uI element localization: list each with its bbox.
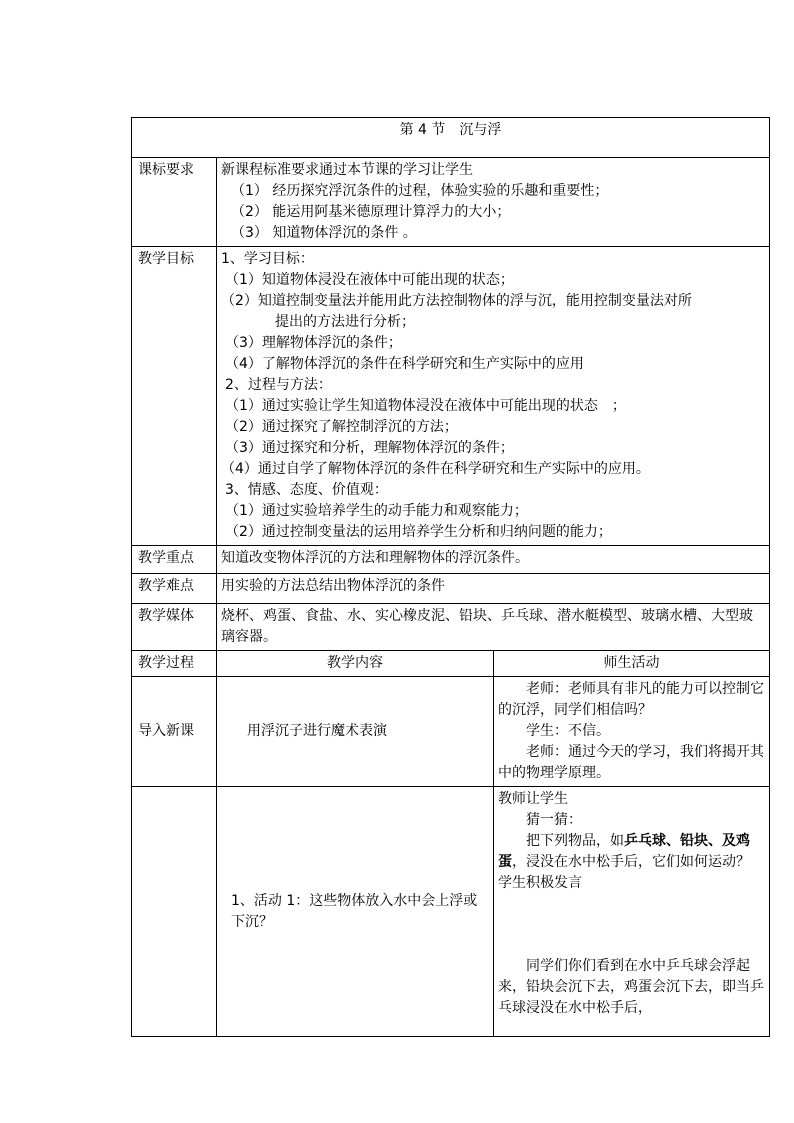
process-label: 教学过程 (132, 651, 217, 677)
objective-line: （2）通过探究了解控制浮沉的方法； (225, 419, 458, 435)
activity-row (132, 787, 770, 1037)
difficulties-row (132, 574, 770, 604)
activity-label-empty (132, 787, 217, 1037)
intro-activity-line: 老师：通过今天的学习，我们将揭开其中的物理学原理。 (498, 744, 764, 781)
objective-line: （4）通过自学了解物体浮沉的条件在科学研究和生产实际中的应用。 (221, 461, 650, 477)
difficulties-label: 教学难点 (132, 574, 217, 604)
intro-activity-line: 老师：老师具有非凡的能力可以控制它的沉浮，同学们相信吗？ (498, 681, 764, 718)
content-column-header: 教学内容 (217, 651, 494, 677)
objective-line: （1）通过实验让学生知道物体浸没在液体中可能出现的状态 ； (225, 398, 626, 414)
question-text: 把下列物品，如乒乓球、铅块、及鸡蛋，浸没在水中松手后，它们如何运动？ (498, 833, 750, 870)
objective-line: （3）通过探究和分析，理解物体浮沉的条件； (225, 440, 514, 456)
section-title: 第 4 节 沉与浮 (132, 118, 770, 158)
objective-line: （4）了解物体浮沉的条件在科学研究和生产实际中的应用 (225, 356, 584, 372)
objective-line: （2）知道控制变量法并能用此方法控制物体的浮与沉，能用控制变量法对所 (221, 293, 692, 309)
curriculum-label: 课标要求 (132, 158, 217, 247)
objective-line: （1）通过实验培养学生的动手能力和观察能力； (225, 503, 528, 519)
key-points-row (132, 546, 770, 574)
intro-row (132, 677, 770, 787)
process-header-row (132, 651, 770, 677)
curriculum-intro: 新课程标准要求通过本节课的学习让学生 (221, 162, 473, 178)
intro-activity (494, 677, 770, 787)
objectives-cell (217, 247, 770, 546)
curriculum-item: （3） 知道物体浮沉的条件 。 (231, 225, 417, 241)
student-response: 学生积极发言 (498, 875, 582, 891)
curriculum-cell (217, 158, 770, 247)
activity-detail (494, 787, 770, 1037)
objective-line: 1、学习目标： (221, 251, 314, 267)
activity-content: 1、活动 1：这些物体放入水中会上浮或下沉？ (217, 787, 494, 1037)
objective-line: 2、过程与方法： (225, 377, 332, 393)
objectives-row (132, 247, 770, 546)
objectives-label: 教学目标 (132, 247, 217, 546)
media-text: 烧杯、鸡蛋、食盐、水、实心橡皮泥、铅块、乒乓球、潜水艇模型、玻璃水槽、大型玻璃容器。 (217, 604, 770, 651)
teacher-lead: 教师让学生 (498, 791, 568, 807)
objective-line: （3）理解物体浮沉的条件； (225, 335, 402, 351)
title-row (132, 118, 770, 158)
intro-label: 导入新课 (132, 677, 217, 787)
objective-line: （2）通过控制变量法的运用培养学生分析和归纳问题的能力； (225, 524, 612, 540)
activity-column-header: 师生活动 (494, 651, 770, 677)
objective-line: （1）知道物体浸没在液体中可能出现的状态； (225, 272, 514, 288)
lesson-plan-table (131, 117, 770, 1037)
highlight-items: 乒乓球、铅块、及鸡蛋 (498, 833, 750, 870)
key-points-text: 知道改变物体浮沉的方法和理解物体的浮沉条件。 (217, 546, 770, 574)
media-row (132, 604, 770, 651)
media-label: 教学媒体 (132, 604, 217, 651)
curriculum-item: （1） 经历探究浮沉条件的过程，体验实验的乐趣和重要性； (231, 183, 609, 199)
key-points-label: 教学重点 (132, 546, 217, 574)
curriculum-row (132, 158, 770, 247)
curriculum-item: （2） 能运用阿基米德原理计算浮力的大小； (231, 204, 511, 220)
intro-activity-line: 学生：不信。 (526, 723, 610, 739)
objective-line: 3、情感、态度、价值观： (225, 482, 388, 498)
difficulties-text: 用实验的方法总结出物体浮沉的条件 (217, 574, 770, 604)
objective-line: 提出的方法进行分析； (275, 314, 415, 330)
intro-content: 用浮沉子进行魔术表演 (217, 677, 494, 787)
conclusion-text: 同学们你们看到在水中乒乓球会浮起来，铅块会沉下去，鸡蛋会沉下去，即当乒乓球浸没在水中松手后， (498, 958, 764, 1016)
guess-prompt: 猜一猜： (526, 812, 582, 828)
